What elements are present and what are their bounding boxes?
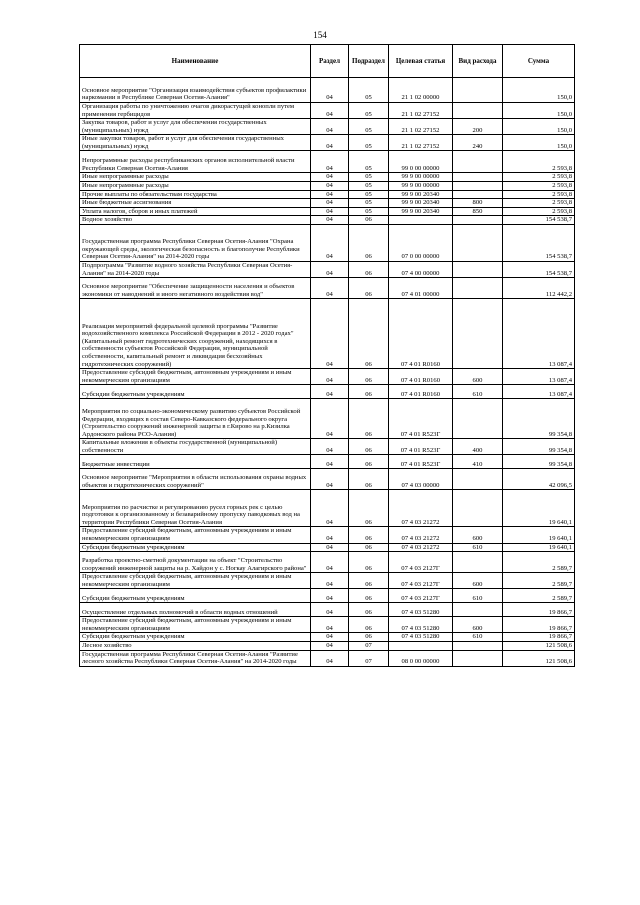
table-row [80,216,575,225]
row-razdel-cell: 04 [311,573,349,589]
table-row [80,135,575,151]
row-vid-cell: 610 [453,633,503,642]
row-podrazdel-cell: 06 [349,603,389,617]
row-razdel-cell: 04 [311,633,349,642]
row-razdel-cell: 04 [311,650,349,666]
row-razdel-cell: 04 [311,589,349,603]
table-row [80,642,575,651]
row-podrazdel-cell: 05 [349,173,389,182]
row-podrazdel-cell: 05 [349,103,389,119]
row-vid-cell [453,399,503,439]
row-summa-cell: 150,0 [503,103,575,119]
table-body [80,78,575,667]
row-podrazdel-cell: 06 [349,369,389,385]
row-razdel-cell: 04 [311,642,349,651]
table-row [80,490,575,527]
row-razdel-cell: 04 [311,439,349,455]
row-summa-cell: 2 589,7 [503,573,575,589]
table-row [80,603,575,617]
row-name-cell: Разработка проектно-сметной документации на объект "Строительство сооружений инженерной защиты на р. Хайдон у с. Ногкау Алагирского района" [80,552,311,573]
row-name-cell: Осуществление отдельных полномочий в области водных отношений [80,603,311,617]
table-row [80,151,575,173]
row-podrazdel-cell: 06 [349,490,389,527]
row-celevaya-cell: 07 4 03 2127Г [389,589,453,603]
row-podrazdel-cell: 07 [349,642,389,651]
row-vid-cell [453,469,503,490]
row-podrazdel-cell: 05 [349,135,389,151]
row-vid-cell [453,216,503,225]
table-row [80,589,575,603]
row-summa-cell: 121 508,6 [503,642,575,651]
table-row [80,527,575,543]
row-vid-cell: 400 [453,439,503,455]
row-razdel-cell: 04 [311,135,349,151]
row-podrazdel-cell: 06 [349,633,389,642]
table-row [80,369,575,385]
row-name-cell: Лесное хозяйство [80,642,311,651]
table-row [80,119,575,135]
row-summa-cell: 99 354,8 [503,399,575,439]
row-podrazdel-cell: 06 [349,455,389,469]
row-vid-cell [453,224,503,261]
table-header-row [80,45,575,78]
row-razdel-cell: 04 [311,399,349,439]
row-podrazdel-cell: 05 [349,207,389,216]
row-vid-cell: 600 [453,369,503,385]
row-celevaya-cell: 21 1 02 27152 [389,119,453,135]
row-razdel-cell: 04 [311,119,349,135]
table-row [80,633,575,642]
row-razdel-cell: 04 [311,182,349,191]
row-podrazdel-cell: 06 [349,439,389,455]
row-celevaya-cell: 07 4 01 R0160 [389,299,453,369]
row-celevaya-cell [389,642,453,651]
table-row [80,103,575,119]
row-celevaya-cell: 07 4 03 21272 [389,543,453,552]
row-summa-cell: 150,0 [503,135,575,151]
row-celevaya-cell: 99 9 00 00000 [389,173,453,182]
table-row [80,299,575,369]
header-summa: Сумма [503,45,575,78]
row-celevaya-cell: 99 0 00 00000 [389,151,453,173]
row-podrazdel-cell: 07 [349,650,389,666]
row-name-cell: Уплата налогов, сборов и иных платежей [80,207,311,216]
row-vid-cell [453,78,503,103]
row-name-cell: Мероприятия по расчистке и регулированию русел горных рек с целью подготовки к организованному и безаварийному пропуску паводковых вод на территории Республики Северная Осетия-Алания [80,490,311,527]
header-name: Наименование [80,45,311,78]
table-row [80,278,575,299]
row-celevaya-cell: 07 4 01 R0160 [389,369,453,385]
row-summa-cell: 2 593,8 [503,190,575,199]
header-vid-raskhoda: Вид расхода [453,45,503,78]
table-row [80,261,575,277]
row-vid-cell [453,278,503,299]
row-name-cell: Водное хозяйство [80,216,311,225]
row-celevaya-cell: 07 4 01 R523Г [389,439,453,455]
row-name-cell: Субсидии бюджетным учреждениям [80,589,311,603]
row-summa-cell: 112 442,2 [503,278,575,299]
table-row [80,224,575,261]
row-celevaya-cell: 21 1 02 00000 [389,78,453,103]
row-vid-cell: 600 [453,617,503,633]
row-summa-cell: 13 087,4 [503,385,575,399]
row-name-cell: Субсидии бюджетным учреждениям [80,633,311,642]
row-celevaya-cell: 99 9 00 00000 [389,182,453,191]
row-summa-cell: 154 538,7 [503,216,575,225]
row-name-cell: Предоставление субсидий бюджетным, автономным учреждениям и иным некоммерческим организациям [80,527,311,543]
table-row [80,207,575,216]
budget-table [79,44,575,667]
table-row [80,573,575,589]
row-summa-cell: 154 538,7 [503,224,575,261]
row-vid-cell: 410 [453,455,503,469]
row-podrazdel-cell: 06 [349,385,389,399]
row-vid-cell [453,190,503,199]
row-celevaya-cell: 99 9 00 20340 [389,199,453,208]
row-razdel-cell: 04 [311,190,349,199]
page-number: 154 [313,30,327,40]
table-row [80,543,575,552]
row-name-cell: Мероприятия по социально-экономическому развитию субъектов Российской Федерации, входящих в состав Северо-Кавказского федерального округа (Строительство сооружений инженерной защиты в г.Кирово на р.Кизилка Ардонского района РСО-Алания) [80,399,311,439]
row-summa-cell: 2 593,8 [503,199,575,208]
header-celevaya-statya: Целевая статья [389,45,453,78]
row-celevaya-cell: 07 4 03 00000 [389,469,453,490]
row-summa-cell: 154 538,7 [503,261,575,277]
row-summa-cell: 150,0 [503,78,575,103]
row-podrazdel-cell: 05 [349,119,389,135]
row-podrazdel-cell: 05 [349,78,389,103]
row-name-cell: Реализация мероприятий федеральной целевой программы "Развитие водохозяйственного комплекса Российской Федерации в 2012 - 2020 годах" (Капитальный ремонт гидротехнических сооружений, находящихся в собственности субъектов Российской Федерации, муниципальной собственности, капитальный ремонт и ликвидация бесхозяйных гидротехнических сооружений) [80,299,311,369]
row-summa-cell: 19 866,7 [503,603,575,617]
row-celevaya-cell: 08 0 00 00000 [389,650,453,666]
table-row [80,617,575,633]
row-name-cell: Подпрограмма "Развитие водного хозяйства Республики Северная Осетия-Алания" на 2014-2020 годы [80,261,311,277]
row-vid-cell [453,650,503,666]
row-summa-cell: 2 593,8 [503,151,575,173]
row-name-cell: Государственная программа Республики Северная Осетия-Алания "Охрана окружающей среды, экологическая безопасность и благополучие Республики Северная Осетия-Алания" на 2014-2020 годы [80,224,311,261]
row-summa-cell: 42 096,5 [503,469,575,490]
row-celevaya-cell: 07 4 01 R0160 [389,385,453,399]
row-podrazdel-cell: 06 [349,469,389,490]
row-summa-cell: 19 866,7 [503,617,575,633]
row-vid-cell [453,151,503,173]
row-vid-cell [453,103,503,119]
row-name-cell: Предоставление субсидий бюджетным, автономным учреждениям и иным некоммерческим организациям [80,617,311,633]
row-summa-cell: 99 354,8 [503,439,575,455]
row-celevaya-cell: 07 4 03 21272 [389,490,453,527]
row-podrazdel-cell: 05 [349,190,389,199]
row-vid-cell [453,642,503,651]
row-vid-cell: 600 [453,527,503,543]
row-razdel-cell: 04 [311,151,349,173]
row-razdel-cell: 04 [311,278,349,299]
row-name-cell: Прочие выплаты по обязательствам государства [80,190,311,199]
row-razdel-cell: 04 [311,490,349,527]
table-row [80,650,575,666]
row-summa-cell: 150,0 [503,119,575,135]
row-podrazdel-cell: 06 [349,527,389,543]
row-celevaya-cell: 07 4 03 2127Г [389,552,453,573]
row-vid-cell [453,552,503,573]
row-name-cell: Иные непрограммные расходы [80,173,311,182]
row-razdel-cell: 04 [311,103,349,119]
row-razdel-cell: 04 [311,455,349,469]
table-row [80,385,575,399]
table-row [80,182,575,191]
row-summa-cell: 13 087,4 [503,299,575,369]
row-razdel-cell: 04 [311,543,349,552]
row-podrazdel-cell: 06 [349,261,389,277]
row-summa-cell: 2 593,8 [503,182,575,191]
row-summa-cell: 19 640,1 [503,490,575,527]
row-podrazdel-cell: 06 [349,543,389,552]
row-celevaya-cell: 99 9 00 20340 [389,207,453,216]
table-row [80,455,575,469]
table-row [80,190,575,199]
row-celevaya-cell: 07 4 03 51280 [389,633,453,642]
row-razdel-cell: 04 [311,369,349,385]
row-vid-cell: 850 [453,207,503,216]
row-razdel-cell: 04 [311,224,349,261]
row-vid-cell [453,603,503,617]
row-razdel-cell: 04 [311,261,349,277]
row-podrazdel-cell: 06 [349,224,389,261]
row-podrazdel-cell: 06 [349,552,389,573]
row-razdel-cell: 04 [311,617,349,633]
row-name-cell: Предоставление субсидий бюджетным, автономным учреждениям и иным некоммерческим организациям [80,369,311,385]
row-name-cell: Иные бюджетные ассигнования [80,199,311,208]
row-name-cell: Иные непрограммные расходы [80,182,311,191]
row-name-cell: Закупка товаров, работ и услуг для обеспечения государственных (муниципальных) нужд [80,119,311,135]
row-vid-cell: 610 [453,385,503,399]
header-razdel: Раздел [311,45,349,78]
row-vid-cell [453,299,503,369]
table-row [80,552,575,573]
row-summa-cell: 2 593,8 [503,173,575,182]
row-razdel-cell: 04 [311,199,349,208]
row-name-cell: Государственная программа Республики Северная Осетия-Алания "Развитие лесного хозяйства Республики Северная Осетия-Алания" на 2014-2020 годы [80,650,311,666]
row-razdel-cell: 04 [311,385,349,399]
table-row [80,399,575,439]
row-celevaya-cell: 07 4 03 21272 [389,527,453,543]
row-vid-cell: 600 [453,573,503,589]
row-name-cell: Предоставление субсидий бюджетным, автономным учреждениям и иным некоммерческим организациям [80,573,311,589]
table-row [80,173,575,182]
row-celevaya-cell: 07 4 01 R523Г [389,455,453,469]
row-razdel-cell: 04 [311,603,349,617]
row-summa-cell: 121 508,6 [503,650,575,666]
row-celevaya-cell: 07 4 01 R523Г [389,399,453,439]
table-row [80,199,575,208]
row-summa-cell: 13 087,4 [503,369,575,385]
row-summa-cell: 19 866,7 [503,633,575,642]
row-vid-cell [453,173,503,182]
row-name-cell: Капитальные вложения в объекты государственной (муниципальной) собственности [80,439,311,455]
row-podrazdel-cell: 05 [349,151,389,173]
row-celevaya-cell: 07 4 00 00000 [389,261,453,277]
table-row [80,439,575,455]
row-name-cell: Основное мероприятие "Обеспечение защищенности населения и объектов экономики от наводнений и иного негативного воздействия вод" [80,278,311,299]
row-razdel-cell: 04 [311,78,349,103]
row-name-cell: Основное мероприятие "Мероприятия в области использования охраны водных объектов и гидротехнических сооружений" [80,469,311,490]
row-name-cell: Основное мероприятие "Организация взаимодействия субъектов профилактики наркомании в Республике Северная Осетия-Алания" [80,78,311,103]
row-podrazdel-cell: 06 [349,399,389,439]
row-vid-cell: 800 [453,199,503,208]
row-podrazdel-cell: 06 [349,299,389,369]
row-summa-cell: 2 589,7 [503,552,575,573]
row-razdel-cell: 04 [311,216,349,225]
row-razdel-cell: 04 [311,207,349,216]
table-row [80,78,575,103]
row-razdel-cell: 04 [311,527,349,543]
table-row [80,469,575,490]
row-vid-cell: 200 [453,119,503,135]
row-podrazdel-cell: 06 [349,589,389,603]
row-vid-cell [453,490,503,527]
row-vid-cell [453,261,503,277]
row-razdel-cell: 04 [311,299,349,369]
row-summa-cell: 2 593,8 [503,207,575,216]
row-summa-cell: 99 354,8 [503,455,575,469]
row-name-cell: Организация работы по уничтожению очагов дикорастущей конопли путем применения гербицидов [80,103,311,119]
row-celevaya-cell: 07 0 00 00000 [389,224,453,261]
row-podrazdel-cell: 06 [349,278,389,299]
row-razdel-cell: 04 [311,552,349,573]
row-podrazdel-cell: 06 [349,617,389,633]
row-name-cell: Субсидии бюджетным учреждениям [80,543,311,552]
row-celevaya-cell [389,216,453,225]
row-celevaya-cell: 07 4 03 51280 [389,617,453,633]
row-podrazdel-cell: 06 [349,573,389,589]
row-summa-cell: 19 640,1 [503,543,575,552]
row-summa-cell: 2 589,7 [503,589,575,603]
row-name-cell: Субсидии бюджетным учреждениям [80,385,311,399]
row-razdel-cell: 04 [311,173,349,182]
row-vid-cell [453,182,503,191]
row-podrazdel-cell: 05 [349,182,389,191]
row-name-cell: Непрограммные расходы республиканских органов исполнительной власти Республики Северная Осетия-Алания [80,151,311,173]
row-celevaya-cell: 07 4 01 00000 [389,278,453,299]
row-podrazdel-cell: 06 [349,216,389,225]
row-name-cell: Иные закупки товаров, работ и услуг для обеспечения государственных (муниципальных) нужд [80,135,311,151]
row-celevaya-cell: 99 9 00 20340 [389,190,453,199]
row-vid-cell: 240 [453,135,503,151]
row-name-cell: Бюджетные инвестиции [80,455,311,469]
row-razdel-cell: 04 [311,469,349,490]
row-vid-cell: 610 [453,543,503,552]
row-celevaya-cell: 21 1 02 27152 [389,135,453,151]
row-celevaya-cell: 07 4 03 2127Г [389,573,453,589]
row-podrazdel-cell: 05 [349,199,389,208]
row-summa-cell: 19 640,1 [503,527,575,543]
header-podrazdel: Подраздел [349,45,389,78]
row-celevaya-cell: 21 1 02 27152 [389,103,453,119]
row-vid-cell: 610 [453,589,503,603]
row-celevaya-cell: 07 4 03 51280 [389,603,453,617]
